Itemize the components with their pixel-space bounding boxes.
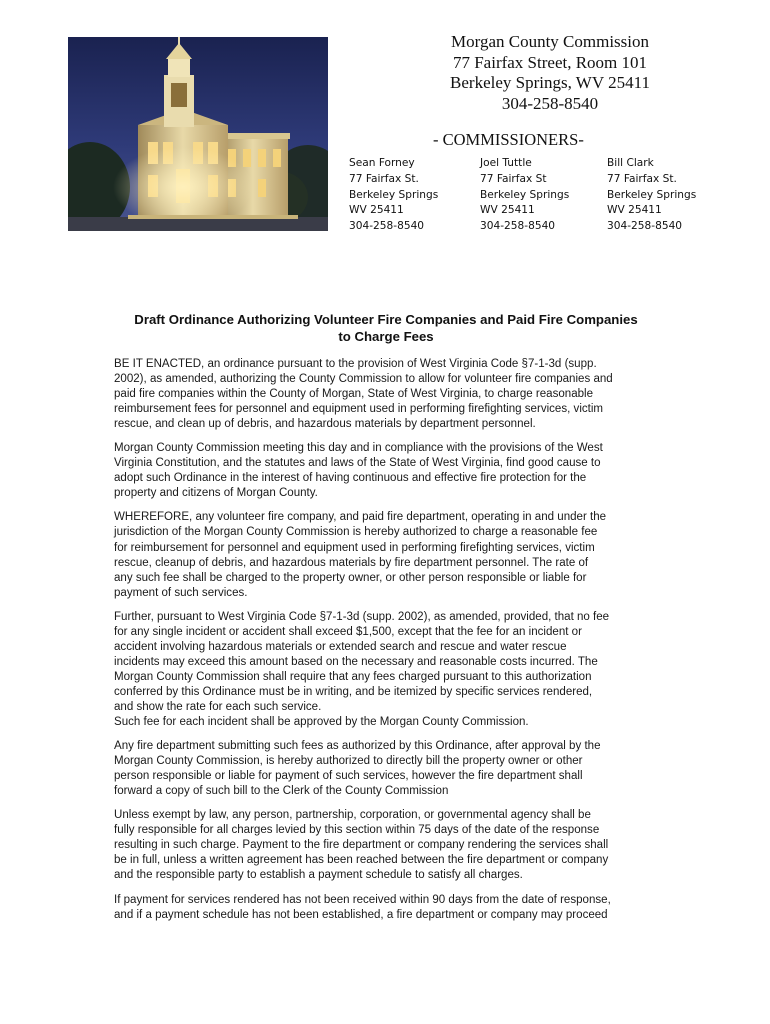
text-line: BE IT ENACTED, an ordinance pursuant to the provision of West Virginia Code §7-1-3d (supp. <box>114 358 597 370</box>
commission-city: Berkeley Springs, WV 25411 <box>450 73 650 92</box>
commissioner-phone: 304-258-8540 <box>607 220 683 233</box>
text-line: Morgan County Commission, is hereby authorized to directly bill the property owner or other <box>114 755 583 768</box>
document-title <box>100 311 672 345</box>
text-line: any such fee shall be charged to the property owner, or other person responsible or liable for <box>114 571 587 584</box>
commissioner-street: 77 Fairfax St. <box>349 172 419 185</box>
paragraph-meeting <box>114 441 662 501</box>
text-line: incidents may exceed this amount based on the necessary and reasonable costs incurred. The <box>114 655 598 668</box>
text-line: Such fee for each incident shall be approved by the Morgan County Commission. <box>114 716 529 729</box>
text-line: conferred by this Ordinance must be in writing, and be itemized by specific services rendered, <box>114 685 593 698</box>
courthouse-illustration <box>68 37 328 231</box>
commission-name: Morgan County Commission <box>450 32 650 51</box>
text-line: If payment for services rendered has not been received within 90 days from the date of response, <box>114 893 611 906</box>
text-line: for reimbursement for personnel and equipment used in performing firefighting services, victim <box>114 541 595 554</box>
document-title-line-2: to Charge Fees <box>338 329 434 344</box>
text-line: be in full, unless a written agreement has been reached between the fire department or company <box>114 854 609 867</box>
text-line: jurisdiction of the Morgan County Commission is hereby authorized to charge a reasonable fee <box>114 526 598 539</box>
paragraph-wherefore <box>114 510 662 600</box>
text-line: Morgan County Commission meeting this day and in compliance with the provisions of the West <box>114 442 603 455</box>
text-line: fully responsible for all charges levied by this section within 75 days of the date of the response <box>114 824 600 837</box>
commissioner-state-zip: WV 25411 <box>349 204 404 217</box>
paragraph-exempt <box>114 808 662 883</box>
letterhead <box>420 32 680 114</box>
commission-phone: 304-258-8540 <box>501 93 599 113</box>
text-line: resulting in such charge. Payment to the fire department or company rendering the services shall <box>114 839 609 852</box>
text-line: and the responsible party to establish a payment schedule to satisfy all charges. <box>114 869 523 882</box>
commissioner-3 <box>607 156 696 235</box>
commissioner-2 <box>480 156 569 235</box>
text-line: person responsible or liable for payment of such services, however the fire department shall <box>114 770 583 783</box>
text-line: and show the rate for each such service. <box>114 700 322 713</box>
commissioners-heading: - COMMISSIONERS- <box>433 130 584 149</box>
text-line: rescue, cleanup of debris, and hazardous materials by fire department personnel. The rate of <box>114 556 589 569</box>
commissioner-phone: 304-258-8540 <box>349 220 425 233</box>
document-title-line-1: Draft Ordinance Authorizing Volunteer Fire Companies and Paid Fire Companies <box>134 312 638 327</box>
commissioner-city: Berkeley Springs <box>480 188 570 201</box>
text-line: for any single incident or accident shall exceed $1,500, except that the fee for an incident or <box>114 625 582 638</box>
text-line: adopt such Ordinance in the interest of having continuous and effective fire protection for the <box>114 472 587 485</box>
commissioner-1 <box>349 156 438 235</box>
text-line: payment of such services. <box>114 586 248 599</box>
text-line: reimbursement fees for personnel and equipment used in performing firefighting services, victim <box>114 403 604 416</box>
paragraph-billing <box>114 739 662 799</box>
commissioner-state-zip: WV 25411 <box>607 204 662 217</box>
commissioner-name: Bill Clark <box>607 157 654 169</box>
text-line: Any fire department submitting such fees as authorized by this Ordinance, after approval by the <box>114 740 601 753</box>
commissioner-name: Sean Forney <box>349 157 415 169</box>
text-line: Unless exempt by law, any person, partnership, corporation, or governmental agency shall be <box>114 809 591 822</box>
text-line: Morgan County Commission shall require that any fees charged pursuant to this authorization <box>114 670 592 683</box>
commissioner-city: Berkeley Springs <box>349 188 439 201</box>
ordinance-body <box>114 357 662 932</box>
text-line: Further, pursuant to West Virginia Code §7-1-3d (supp. 2002), as amended, provided, that no fee <box>114 610 610 623</box>
text-line: Virginia Constitution, and the statutes and laws of the State of West Virginia, find good cause to <box>114 457 601 470</box>
paragraph-further <box>114 610 662 730</box>
commission-street: 77 Fairfax Street, Room 101 <box>452 52 648 72</box>
commissioner-street: 77 Fairfax St <box>480 172 547 185</box>
commissioner-state-zip: WV 25411 <box>480 204 535 217</box>
text-line: 2002), as amended, authorizing the County Commission to allow for volunteer fire companies and <box>114 373 613 386</box>
text-line: forward a copy of such bill to the Clerk of the County Commission <box>114 785 449 798</box>
paragraph-enacted <box>114 357 662 432</box>
text-line: paid fire companies within the County of Morgan, State of West Virginia, to charge reasonable <box>114 388 594 401</box>
text-line: accident involving hazardous materials or extended search and rescue and water rescue <box>114 640 567 653</box>
commissioner-city: Berkeley Springs <box>607 188 697 201</box>
text-line: and if a payment schedule has not been established, a fire department or company may proceed <box>114 908 608 921</box>
text-line: property and citizens of Morgan County. <box>114 487 318 500</box>
text-line: rescue, and clean up of debris, and hazardous materials by department personnel. <box>114 418 536 431</box>
commissioner-street: 77 Fairfax St. <box>607 172 677 185</box>
commissioner-name: Joel Tuttle <box>480 157 532 169</box>
text-line: WHEREFORE, any volunteer fire company, and paid fire department, operating in and under the <box>114 511 607 524</box>
paragraph-payment <box>114 893 662 923</box>
commissioner-phone: 304-258-8540 <box>480 220 556 233</box>
courthouse-photo <box>68 37 328 231</box>
